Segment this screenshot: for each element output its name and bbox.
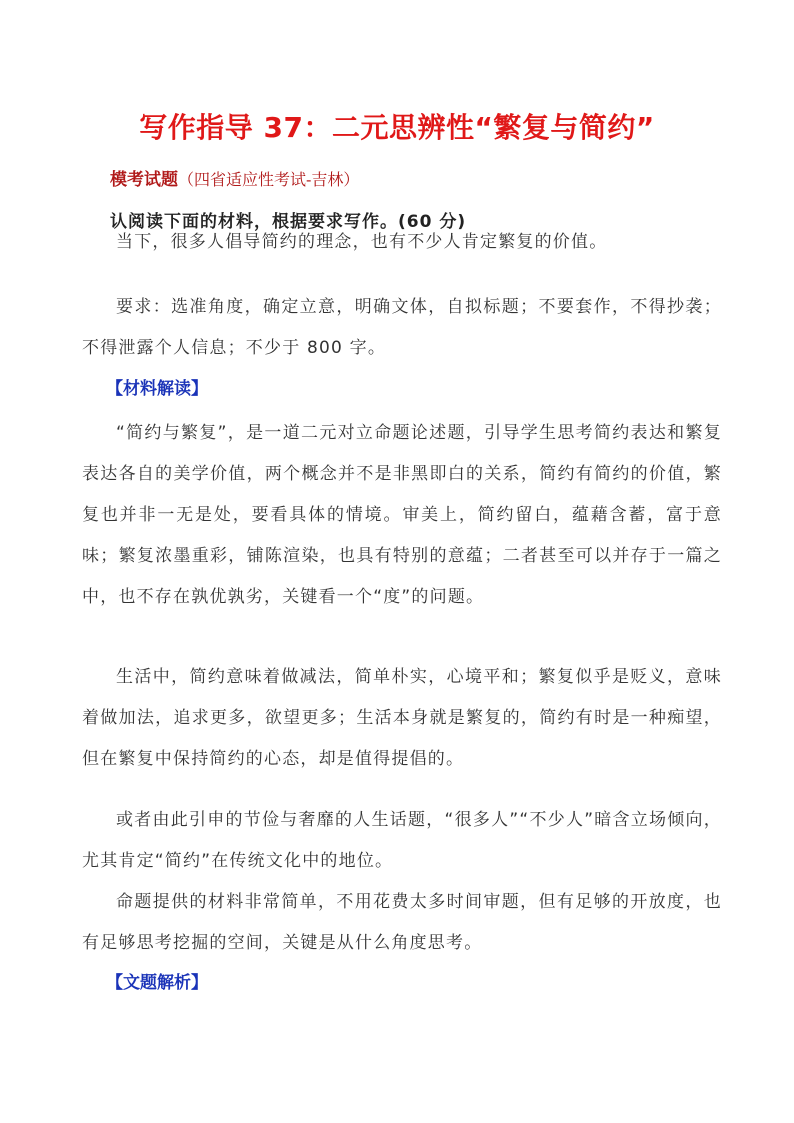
- exam-info: [110, 168, 359, 192]
- analysis-paragraph-3: 或者由此引申的节俭与奢靡的人生话题，“很多人”“不少人”暗含立场倾向，尤其肯定“简约”在传统文化中的地位。: [82, 810, 722, 871]
- exam-source: （四省适应性考试-吉林）: [178, 170, 360, 189]
- analysis-paragraph-2: 生活中，简约意味着做减法，简单朴实，心境平和；繁复似乎是贬义，意味着做加法，追求更多，欲望更多；生活本身就是繁复的，简约有时是一种痴望，但在繁复中保持简约的心态，却是值得提倡的。: [82, 667, 722, 769]
- material-paragraph: 当下，很多人倡导简约的理念，也有不少人肯定繁复的价值。: [116, 232, 608, 252]
- exam-label: 模考试题: [110, 170, 178, 190]
- section-heading-material-analysis: 【材料解读】: [106, 379, 208, 399]
- section-heading-topic-analysis: 【文题解析】: [106, 973, 208, 993]
- writing-instruction: 认阅读下面的材料，根据要求写作。(60 分): [110, 212, 467, 232]
- analysis-paragraph-4: 命题提供的材料非常简单，不用花费太多时间审题，但有足够的开放度，也有足够思考挖掘的空间，关键是从什么角度思考。: [82, 892, 722, 953]
- requirements-paragraph: 要求：选准角度，确定立意，明确文体，自拟标题；不要套作，不得抄袭；不得泄露个人信息；不少于 800 字。: [82, 297, 722, 358]
- analysis-paragraph-1: “简约与繁复”，是一道二元对立命题论述题，引导学生思考简约表达和繁复表达各自的美学价值，两个概念并不是非黑即白的关系，简约有简约的价值，繁复也并非一无是处，要看具体的情境。审美上，简约留白，蕴藉含蓄，富于意味；繁复浓墨重彩，铺陈渲染，也具有特别的意蕴；二者甚至可以并存于一篇之中，也不存在孰优孰劣，关键看一个“度”的问题。: [82, 423, 722, 607]
- document-title: 写作指导 37：二元思辨性“繁复与简约”: [139, 111, 655, 144]
